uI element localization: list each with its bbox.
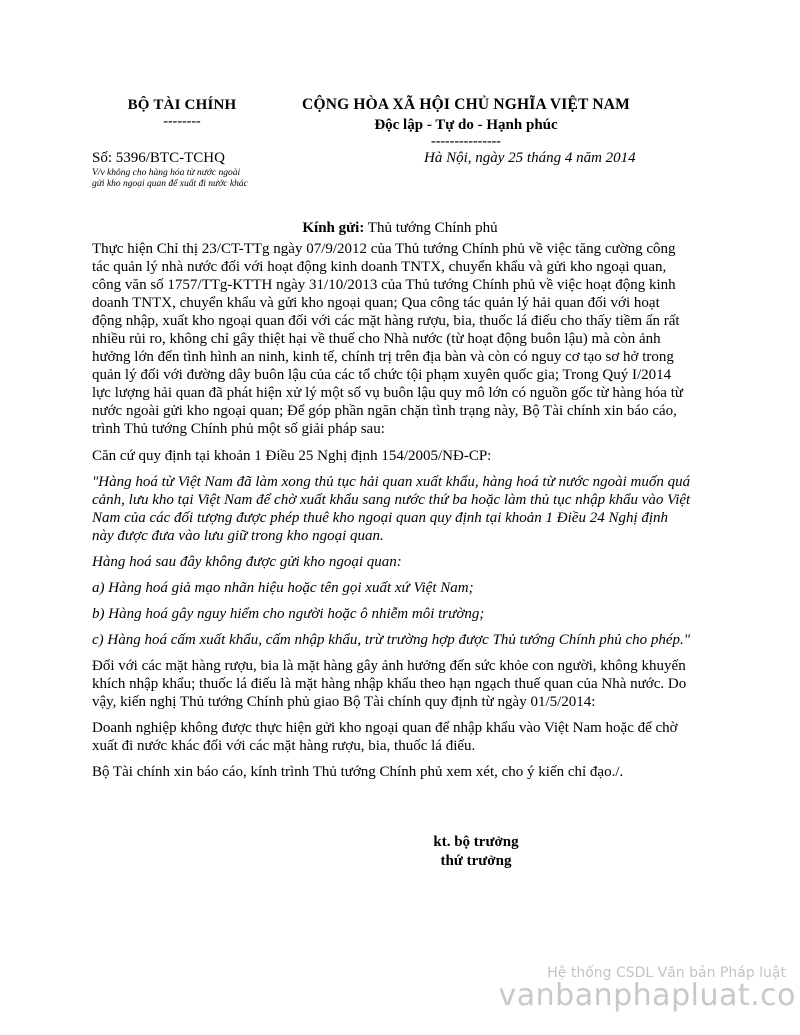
document-number: Số: 5396/BTC-TCHQ	[92, 150, 225, 166]
quoted-list-item: a) Hàng hoá giả mạo nhãn hiệu hoặc tên gọi xuất xứ Việt Nam;	[92, 580, 474, 596]
body-paragraph: Bộ Tài chính xin báo cáo, kính trình Thủ tướng Chính phủ xem xét, cho ý kiến chỉ đạo./.	[92, 764, 624, 780]
subject-line: gửi kho ngoại quan để xuất đi nước khác	[92, 179, 248, 189]
document-body	[92, 240, 692, 789]
issuer-name: BỘ TÀI CHÍNH	[127, 97, 237, 113]
signature-block	[396, 833, 556, 871]
quoted-paragraph: "Hàng hoá từ Việt Nam đã làm xong thủ tục hải quan xuất khẩu, hàng hoá từ nước ngoài muốn quá cảnh, lưu kho tại Việt Nam để chờ xuất khẩu sang nước thứ ba hoặc làm thủ tục nhập khẩu vào Việt Nam của các đối tượng được phép thuê kho ngoại quan quy định tại khoản 1 Điều 24 Nghị định này được đưa vào lưu giữ trong kho ngoại quan.	[92, 474, 691, 544]
recipient-label: Kính gửi:	[302, 220, 365, 236]
issuer-rule: --------	[163, 114, 201, 129]
signature-role: thứ trưởng	[440, 853, 512, 869]
document-subject	[92, 168, 292, 190]
watermark-site: vanbanphapluat.co	[498, 978, 796, 1013]
body-paragraph: Doanh nghiệp không được thực hiện gửi kho ngoại quan để nhập khẩu vào Việt Nam hoặc để chờ xuất đi nước khác đối với các mặt hàng rượu, bia, thuốc lá điếu.	[92, 720, 678, 754]
signature-title: kt. bộ trưởng	[433, 834, 519, 850]
subject-line: V/v không cho hàng hóa từ nước ngoài	[92, 168, 241, 178]
national-title-block	[286, 95, 646, 149]
body-paragraph: Đối với các mặt hàng rượu, bia là mặt hàng gây ảnh hưởng đến sức khỏe con người, không khuyến khích nhập khẩu; thuốc lá điếu là mặt hàng nhập khẩu theo hạn ngạch thuế quan của Nhà nước. Do vậy, kiến nghị Thủ tướng Chính phủ giao Bộ Tài chính quy định từ ngày 01/5/2014:	[92, 658, 687, 710]
recipient-line	[0, 218, 800, 238]
quoted-list-item: c) Hàng hoá cấm xuất khẩu, cấm nhập khẩu, trừ trường hợp được Thủ tướng Chính phủ cho phép."	[92, 632, 691, 648]
body-paragraph: Thực hiện Chỉ thị 23/CT-TTg ngày 07/9/2012 của Thủ tướng Chính phủ về việc tăng cường công tác quản lý nhà nước đối với hoạt động kinh doanh TNTX, chuyển khẩu và gửi kho ngoại quan, công văn số 1757/TTg-KTTH ngày 31/10/2013 của Thủ tướng Chính phủ về việc hoạt động kinh doanh TNTX, chuyển khẩu và gửi kho ngoại quan; Qua công tác quản lý hải quan đối với hoạt động nhập, xuất kho ngoại quan đối với các mặt hàng rượu, bia, thuốc lá điếu cho thấy tiềm ẩn rất nhiều rủi ro, không chỉ gây thiệt hại về thuế cho Nhà nước (từ hoạt động buôn lậu) mà còn ảnh hưởng lớn đến tình hình an ninh, kinh tế, chính trị trên địa bàn và còn có nguy cơ tạo sơ hở trong quản lý đối với đường dây buôn lậu của các tổ chức tội phạm xuyên quốc gia; Trong Quý I/2014 lực lượng hải quan đã phát hiện xử lý một số vụ buôn lậu quy mô lớn có nguồn gốc từ hàng hóa từ nước ngoài gửi kho ngoại quan; Để góp phần ngăn chặn tình trạng này, Bộ Tài chính xin báo cáo, trình Thủ tướng Chính phủ một số giải pháp sau:	[92, 241, 684, 437]
quoted-list-item: b) Hàng hoá gây nguy hiểm cho người hoặc ô nhiễm môi trường;	[92, 606, 485, 622]
place-and-date: Hà Nội, ngày 25 tháng 4 năm 2014	[424, 150, 636, 166]
body-paragraph: Căn cứ quy định tại khoản 1 Điều 25 Nghị định 154/2005/NĐ-CP:	[92, 448, 492, 464]
recipient-name: Thủ tướng Chính phủ	[364, 220, 498, 236]
watermark-caption: Hệ thống CSDL Văn bản Pháp luật	[547, 965, 786, 981]
country-name: CỘNG HÒA XÃ HỘI CHỦ NGHĨA VIỆT NAM	[302, 96, 630, 113]
quoted-paragraph: Hàng hoá sau đây không được gửi kho ngoại quan:	[92, 554, 402, 570]
issuer-block	[96, 95, 268, 129]
national-motto: Độc lập - Tự do - Hạnh phúc	[374, 117, 558, 133]
motto-rule: ---------------	[431, 134, 501, 149]
